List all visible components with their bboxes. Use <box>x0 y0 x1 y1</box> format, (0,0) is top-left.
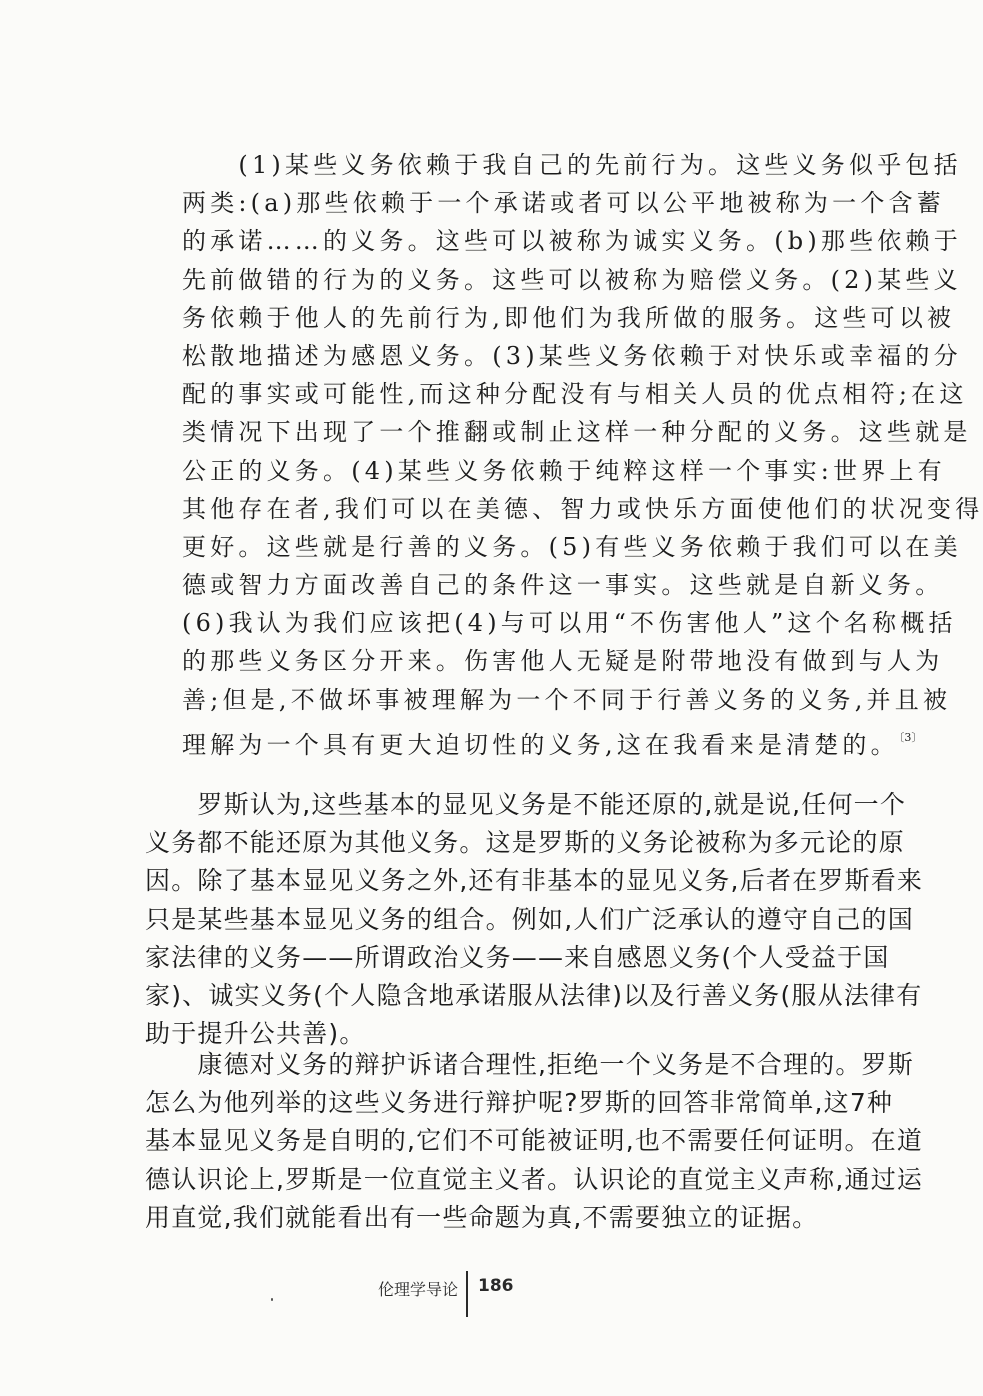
quote-line: 德或智力方面改善自己的条件这一事实。这些就是自新义务。 <box>182 571 944 600</box>
quote-line: 更好。这些就是行善的义务。(5)有些义务依赖于我们可以在美 <box>182 532 962 561</box>
paragraph-line: 助于提升公共善)。 <box>145 1019 366 1049</box>
quote-line: 两类:(a)那些依赖于一个承诺或者可以公平地被称为一个含蓄 <box>182 189 945 218</box>
quote-line: 配的事实或可能性,而这种分配没有与相关人员的优点相符;在这 <box>182 380 968 409</box>
print-speck <box>271 1298 273 1301</box>
quote-line-text: 理解为一个具有更大迫切性的义务,这在我看来是清楚的。 <box>182 730 899 759</box>
quote-line: 先前做错的行为的义务。这些可以被称为赔偿义务。(2)某些义 <box>182 265 962 294</box>
quote-line: 的那些义务区分开来。伤害他人无疑是附带地没有做到与人为 <box>182 647 944 676</box>
running-title: 伦理学导论 <box>377 1280 458 1299</box>
quote-line: 务依赖于他人的先前行为,即他们为我所做的服务。这些可以被 <box>182 303 956 332</box>
quote-line: 善;但是,不做坏事被理解为一个不同于行善义务的义务,并且被 <box>182 685 952 714</box>
quote-line-last <box>182 719 923 759</box>
paragraph-line: 义务都不能还原为其他义务。这是罗斯的义务论被称为多元论的原 <box>145 828 905 858</box>
block-quote <box>182 146 983 759</box>
paragraph-line: 家法律的义务——所谓政治义务——来自感恩义务(个人受益于国 <box>145 942 890 972</box>
paragraph-line: 基本显见义务是自明的,它们不可能被证明,也不需要任何证明。在道 <box>145 1126 924 1156</box>
paragraph-line: 因。除了基本显见义务之外,还有非基本的显见义务,后者在罗斯看来 <box>145 866 924 896</box>
footnote-marker[interactable]: 〔3〕 <box>898 730 923 744</box>
paragraph-line: 家)、诚实义务(个人隐含地承诺服从法律)以及行善义务(服从法律有 <box>145 980 923 1010</box>
paragraph-line: 德认识论上,罗斯是一位直觉主义者。认识论的直觉主义声称,通过运 <box>145 1164 924 1194</box>
quote-line: 松散地描述为感恩义务。(3)某些义务依赖于对快乐或幸福的分 <box>182 341 962 370</box>
quote-line: 其他存在者,我们可以在美德、智力或快乐方面使他们的状况变得 <box>182 494 983 523</box>
quote-line: (6)我认为我们应该把(4)与可以用“不伤害他人”这个名称概括 <box>182 609 957 638</box>
paragraph-line: 只是某些基本显见义务的组合。例如,人们广泛承认的遵守自己的国 <box>145 904 914 934</box>
page-number: 186 <box>478 1276 514 1296</box>
paragraph-line: 用直觉,我们就能看出有一些命题为真,不需要独立的证据。 <box>145 1202 819 1232</box>
quote-line: 类情况下出现了一个推翻或制止这样一种分配的义务。这些就是 <box>182 418 972 447</box>
quote-line: (1)某些义务依赖于我自己的先前行为。这些义务似乎包括 <box>182 151 962 179</box>
paragraph-line: 罗斯认为,这些基本的显见义务是不能还原的,就是说,任何一个 <box>145 790 907 819</box>
page-footer <box>0 1271 900 1321</box>
body-paragraph <box>145 1046 924 1237</box>
quote-line: 的承诺……的义务。这些可以被称为诚实义务。(b)那些依赖于 <box>182 227 962 256</box>
body-paragraph <box>145 786 924 1053</box>
paragraph-line: 怎么为他列举的这些义务进行辩护呢?罗斯的回答非常简单,这7种 <box>145 1088 894 1118</box>
paragraph-line: 康德对义务的辩护诉诸合理性,拒绝一个义务是不合理的。罗斯 <box>145 1050 914 1079</box>
footer-divider <box>466 1271 468 1317</box>
quote-line: 公正的义务。(4)某些义务依赖于纯粹这样一个事实:世界上有 <box>182 456 946 485</box>
